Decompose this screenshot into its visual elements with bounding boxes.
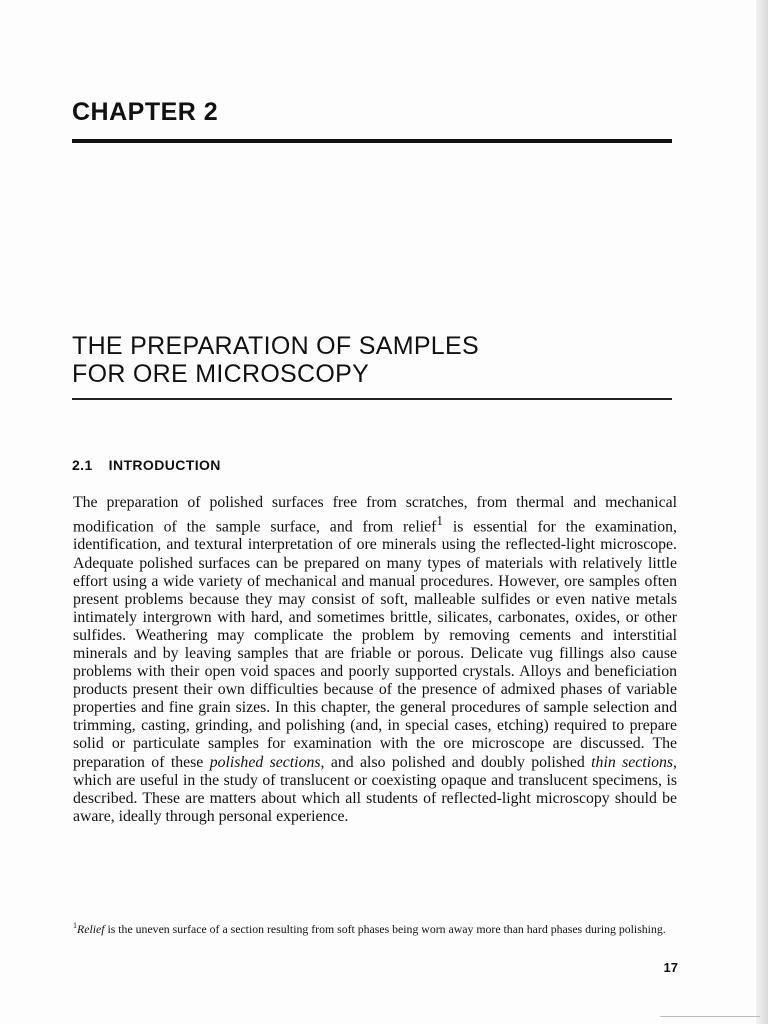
chapter-title	[72, 332, 479, 388]
scan-artifact	[660, 1016, 760, 1017]
body-text-part-1: The preparation of polished surfaces free from scratches, from thermal and mechanical modification of the sample surface, and from relief	[73, 494, 677, 536]
page-edge-shadow	[756, 0, 768, 1024]
chapter-label: CHAPTER 2	[72, 98, 219, 126]
footnote-marker: 1	[436, 513, 443, 529]
body-text-part-3: , and also polished and doubly polished	[320, 753, 592, 771]
footnote	[73, 918, 677, 937]
body-text-part-4: , which are useful in the study of translucent or coexisting opaque and translucent specimens, is described. These are matters about which all students of reflected-light microscopy should be aware, ideally through personal experience.	[73, 753, 677, 825]
term-polished-sections: polished sections	[209, 753, 321, 771]
footnote-term: Relief	[77, 921, 105, 936]
section-heading	[72, 457, 221, 473]
chapter-title-line-2: FOR ORE MICROSCOPY	[72, 360, 370, 388]
footnote-number: 1	[73, 921, 77, 930]
chapter-title-line-1: THE PREPARATION OF SAMPLES	[72, 332, 479, 360]
body-paragraph	[73, 494, 677, 826]
body-text-part-2: is essential for the examination, identification, and textural interpretation of ore minerals using the reflected-light microscope. Adequate polished surfaces can be prepared on many types of materials with relatively little effort using a wide variety of mechanical and manual procedures. However, ore samples often present problems because they may consist of soft, malleable sulfides or even native metals intimately intergrown with hard, and sometimes brittle, silicates, carbonates, oxides, or other sulfides. Weathering may complicate the problem by removing cements and interstitial minerals and by leaving samples that are friable or porous. Delicate vug fillings also cause problems with their open void spaces and poorly supported crystals. Alloys and beneficiation products present their own difficulties because of the presence of admixed phases of variable properties and fine grain sizes. In this chapter, the general procedures of sample selection and trimming, casting, grinding, and polishing (and, in special cases, etching) required to prepare solid or particulate samples for examination with the ore microscope are discussed. The preparation of these	[73, 518, 677, 771]
term-thin-sections: thin sections	[591, 753, 674, 771]
footnote-text: is the uneven surface of a section resulting from soft phases being worn away more than hard phases during polishing.	[104, 921, 666, 936]
section-title: INTRODUCTION	[108, 457, 221, 473]
page-number: 17	[663, 960, 678, 975]
title-rule	[72, 398, 672, 400]
section-number: 2.1	[72, 457, 93, 473]
chapter-rule	[72, 139, 672, 143]
